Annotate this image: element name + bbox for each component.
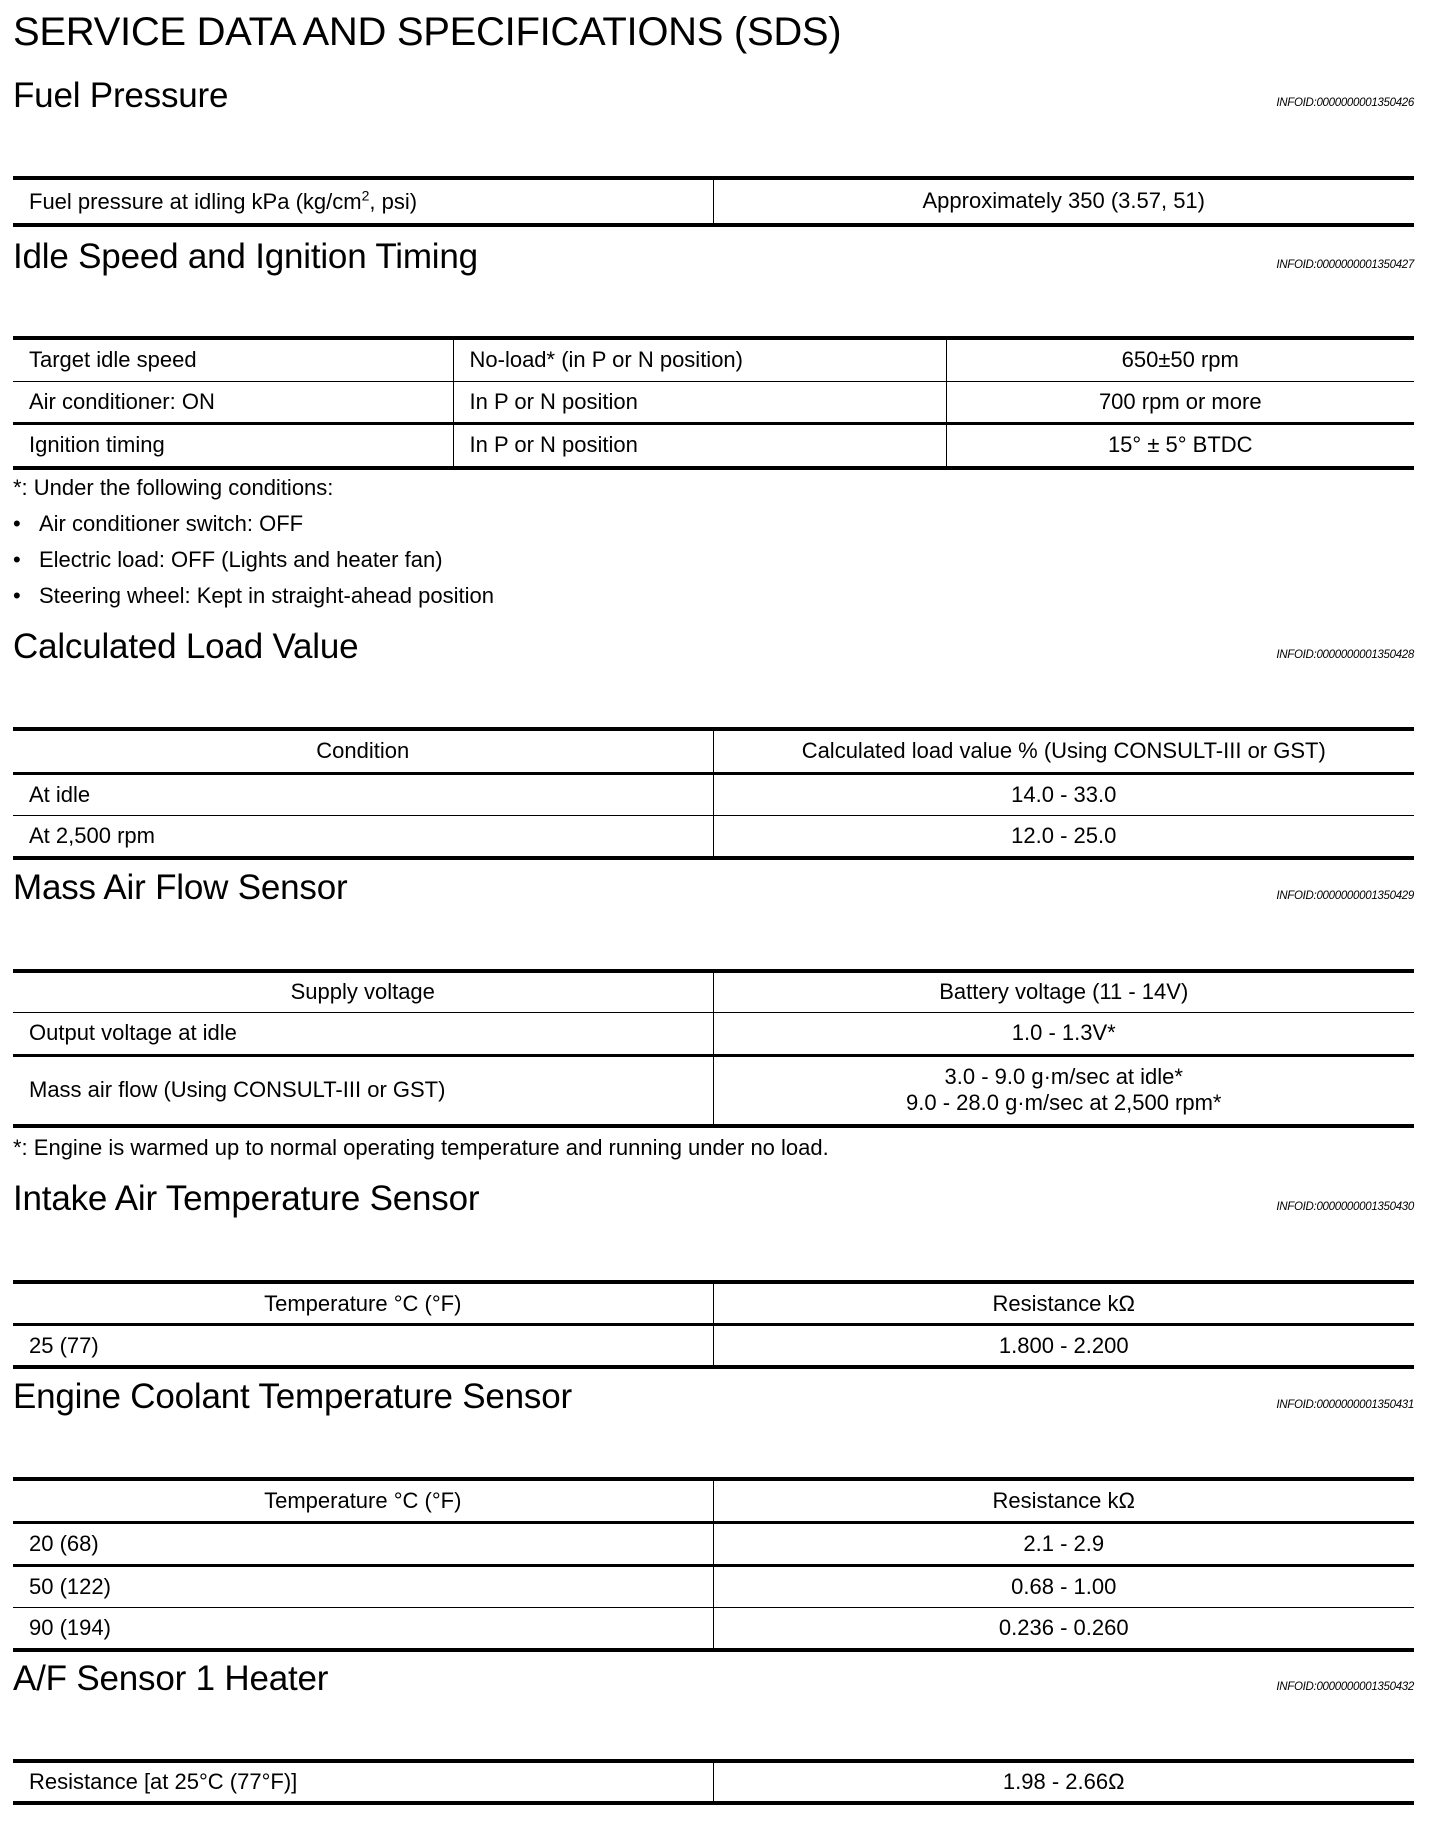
- cell-value: 15° ± 5° BTDC: [946, 423, 1414, 468]
- idle-speed-note: *: Under the following conditions:: [13, 475, 334, 500]
- cell-resistance: 2.1 - 2.9: [713, 1523, 1414, 1566]
- cell-condition: In P or N position: [453, 381, 946, 423]
- column-header: Calculated load value % (Using CONSULT-III or GST): [713, 729, 1414, 773]
- cell-condition: In P or N position: [453, 423, 946, 468]
- column-header: Resistance kΩ: [713, 1282, 1414, 1325]
- cell-item: Mass air flow (Using CONSULT-III or GST): [29, 1077, 446, 1103]
- section-heading-af-sensor-heater: A/F Sensor 1 Heater: [13, 1659, 329, 1698]
- idle-speed-table: [13, 336, 1414, 470]
- section-heading-ect-sensor: Engine Coolant Temperature Sensor: [13, 1377, 572, 1416]
- af-sensor-heater-table: [13, 1759, 1414, 1805]
- table-row: [13, 423, 1414, 468]
- table-header-row: [13, 1282, 1414, 1325]
- maf-sensor-note: *: Engine is warmed up to normal operating temperature and running under no load.: [13, 1135, 829, 1160]
- infoid-iat-sensor: INFOID:0000000001350430: [1276, 1201, 1414, 1213]
- iat-sensor-table: [13, 1280, 1414, 1369]
- cell-condition: At 2,500 rpm: [29, 822, 155, 848]
- page-title: SERVICE DATA AND SPECIFICATIONS (SDS): [13, 10, 842, 54]
- maf-sensor-table: [13, 969, 1414, 1128]
- cell-temperature: 50 (122): [13, 1566, 713, 1608]
- bullet-item: • Steering wheel: Kept in straight-ahead position: [13, 583, 494, 608]
- cell-item: Resistance [at 25°C (77°F)]: [29, 1769, 298, 1794]
- cell-item: Ignition timing: [29, 432, 165, 458]
- section-heading-calculated-load: Calculated Load Value: [13, 627, 359, 666]
- table-row: [13, 1055, 1414, 1126]
- bullet-icon: •: [13, 547, 21, 572]
- cell-condition: At idle: [13, 773, 713, 815]
- infoid-fuel-pressure: INFOID:0000000001350426: [1276, 97, 1414, 109]
- cell-temperature: 20 (68): [13, 1523, 713, 1566]
- cell-value: 1.98 - 2.66Ω: [713, 1761, 1414, 1803]
- table-row: [13, 773, 1414, 815]
- cell-resistance: 1.800 - 2.200: [713, 1325, 1414, 1368]
- cell-item: Supply voltage: [13, 971, 713, 1012]
- bullet-icon: •: [13, 583, 21, 608]
- calculated-load-table: [13, 727, 1414, 860]
- table-row: [13, 1325, 1414, 1368]
- fuel-pressure-value: Approximately 350 (3.57, 51): [713, 178, 1414, 225]
- cell-condition: No-load* (in P or N position): [453, 338, 946, 381]
- cell-temperature: 25 (77): [29, 1332, 99, 1358]
- table-row: [13, 1523, 1414, 1566]
- bullet-icon: •: [13, 511, 21, 536]
- table-row: [13, 1761, 1414, 1803]
- cell-value: Battery voltage (11 - 14V): [713, 971, 1414, 1012]
- section-heading-maf-sensor: Mass Air Flow Sensor: [13, 868, 348, 907]
- cell-value: 700 rpm or more: [946, 381, 1414, 423]
- cell-value: 12.0 - 25.0: [713, 815, 1414, 858]
- bullet-item: • Electric load: OFF (Lights and heater fan): [13, 547, 443, 572]
- table-row: [13, 178, 1414, 225]
- table-row: [13, 381, 1414, 423]
- bullet-item: • Air conditioner switch: OFF: [13, 511, 304, 536]
- infoid-af-sensor-heater: INFOID:0000000001350432: [1276, 1681, 1414, 1693]
- section-heading-idle-speed: Idle Speed and Ignition Timing: [13, 237, 478, 276]
- section-heading-fuel-pressure: Fuel Pressure: [13, 76, 229, 115]
- cell-item: Target idle speed: [13, 338, 453, 381]
- ect-sensor-table: [13, 1477, 1414, 1652]
- table-row: [13, 971, 1414, 1012]
- cell-item: Output voltage at idle: [13, 1012, 713, 1055]
- cell-value: 1.0 - 1.3V*: [713, 1012, 1414, 1055]
- infoid-idle-speed: INFOID:0000000001350427: [1276, 259, 1414, 271]
- table-header-row: [13, 729, 1414, 773]
- cell-value: 14.0 - 33.0: [713, 773, 1414, 815]
- cell-resistance: 0.68 - 1.00: [713, 1566, 1414, 1608]
- cell-value: 3.0 - 9.0 g·m/sec at idle* 9.0 - 28.0 g·m/sec at 2,500 rpm*: [713, 1055, 1414, 1126]
- column-header: Condition: [13, 729, 713, 773]
- cell-value: 650±50 rpm: [946, 338, 1414, 381]
- section-heading-iat-sensor: Intake Air Temperature Sensor: [13, 1179, 480, 1218]
- table-row: [13, 1566, 1414, 1608]
- infoid-ect-sensor: INFOID:0000000001350431: [1276, 1399, 1414, 1411]
- column-header: Resistance kΩ: [713, 1479, 1414, 1523]
- table-row: [13, 815, 1414, 858]
- table-row: [13, 1012, 1414, 1055]
- cell-resistance: 0.236 - 0.260: [713, 1608, 1414, 1650]
- fuel-pressure-item: Fuel pressure at idling kPa ($kg/cm^2$, psi): [29, 187, 418, 214]
- cell-temperature: 90 (194): [29, 1615, 111, 1641]
- infoid-maf-sensor: INFOID:0000000001350429: [1276, 890, 1414, 902]
- cell-item: Air conditioner: ON: [13, 381, 453, 423]
- table-row: [13, 338, 1414, 381]
- table-header-row: [13, 1479, 1414, 1523]
- column-header: Temperature °C (°F): [13, 1282, 713, 1325]
- infoid-calculated-load: INFOID:0000000001350428: [1276, 649, 1414, 661]
- column-header: Temperature °C (°F): [13, 1479, 713, 1523]
- table-row: [13, 1608, 1414, 1650]
- fuel-pressure-table: [13, 176, 1414, 227]
